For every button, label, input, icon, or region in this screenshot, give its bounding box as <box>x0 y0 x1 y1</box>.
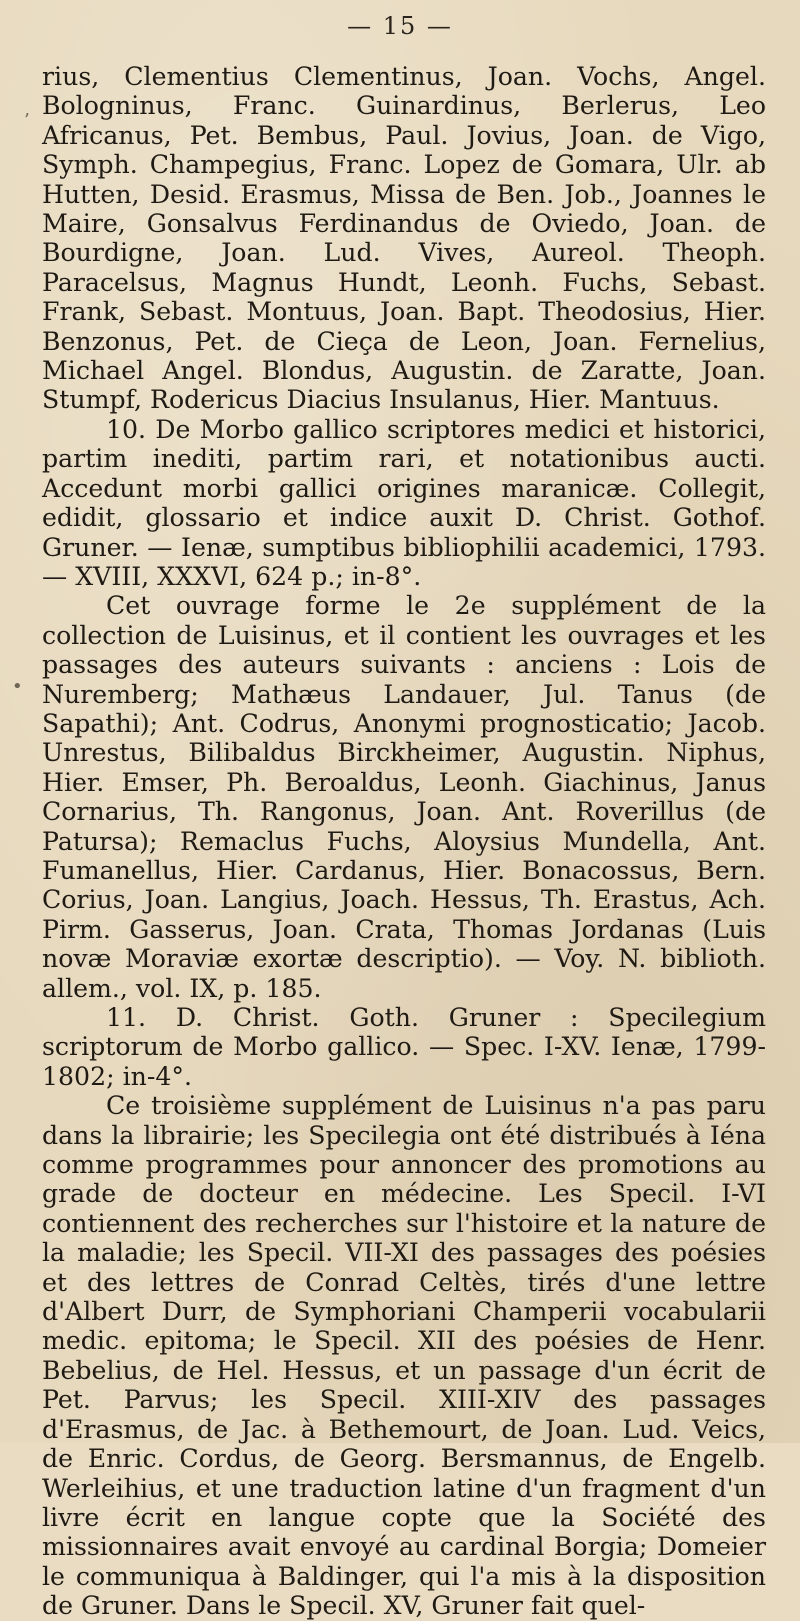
paragraph-3: Cet ouvrage forme le 2e supplément de la collection de Luisinus, et il contient les ouvrages et les passages des auteurs suivants : anciens : Lois de Nuremberg; Mathæus Landauer, Jul. Tanus (de Sapathi); Ant. Codrus, Anonymi prognosticatio; Jacob. Unrestus, Bilibaldus Birckheimer, Augustin. Niphus, Hier. Emser, Ph. Beroaldus, Leonh. Giachinus, Janus Cornarius, Th. Rangonus, Joan. Ant. Roverillus (de Patursa); Remaclus Fuchs, Aloysius Mundella, Ant. Fumanellus, Hier. Cardanus, Hier. Bonacossus, Bern. Corius, Joan. Langius, Joach. Hessus, Th. Erastus, Ach. Pirm. Gasserus, Joan. Crata, Thomas Jordanas (Luis novæ Moraviæ exortæ descriptio). — Voy. N. biblioth. allem., vol. IX, p. 185. <box>42 591 766 1003</box>
margin-mark: • <box>12 676 23 697</box>
paragraph-1: rius, Clementius Clementinus, Joan. Vochs, Angel. Bologninus, Franc. Guinardinus, Berlerus, Leo Africanus, Pet. Bembus, Paul. Jovius, Joan. de Vigo, Symph. Champegius, Franc. Lopez de Gomara, Ulr. ab Hutten, Desid. Erasmus, Missa de Ben. Job., Joannes le Maire, Gonsalvus Ferdinandus de Oviedo, Joan. de Bourdigne, Joan. Lud. Vives, Aureol. Theoph. Paracelsus, Magnus Hundt, Leonh. Fuchs, Sebast. Frank, Sebast. Montuus, Joan. Bapt. Theodosius, Hier. Benzonus, Pet. de Cieça de Leon, Joan. Fernelius, Michael Angel. Blondus, Augustin. de Zaratte, Joan. Stumpf, Rodericus Diacius Insulanus, Hier. Mantuus. <box>42 62 766 415</box>
paragraph-2: 10. De Morbo gallico scriptores medici et historici, partim inediti, partim rari, et notationibus aucti. Accedunt morbi gallici origines maranicæ. Collegit, edidit, glossario et indice auxit D. Christ. Gothof. Gruner. — Ienæ, sumptibus bibliophilii academici, 1793.— XVIII, XXXVI, 624 p.; in-8°. <box>42 414 766 591</box>
margin-mark: ’ <box>24 110 30 131</box>
paragraph-5: Ce troisième supplément de Luisinus n'a pas paru dans la librairie; les Specilegia ont été distribués à Iéna comme programmes pour annoncer des promotions au grade de docteur en médecine. Les Specil. I-VI contiennent des recherches sur l'histoire et la nature de la maladie; les Specil. VII-XI des passages des poésies et des lettres de Conrad Celtès, tirés d'une lettre d'Albert Durr, de Symphoriani Champerii vocabularii medic. epitoma; le Specil. XII des poésies de Henr. Bebelius, de Hel. Hessus, et un passage d'un écrit de Pet. Parvus; les Specil. XIII-XIV des passages d'Erasmus, de Jac. à Bethemourt, de Joan. Lud. Veics, de Enric. Cordus, de Georg. Bersmannus, de Engelb. Werleihius, et une traduction latine d'un fragment d'un livre écrit en langue copte que la Société des missionnaires avait envoyé au cardinal Borgia; Domeier le communiqua à Baldinger, qui l'a mis à la disposition de Gruner. Dans le Specil. XV, Gruner fait quel- <box>42 1091 766 1621</box>
paragraph-4: 11. D. Christ. Goth. Gruner : Specilegium scriptorum de Morbo gallico. — Spec. I-XV. Ienæ, 1799-1802; in-4°. <box>42 1003 766 1091</box>
document-body <box>42 62 766 1621</box>
page-number: — 15 — <box>347 12 453 40</box>
